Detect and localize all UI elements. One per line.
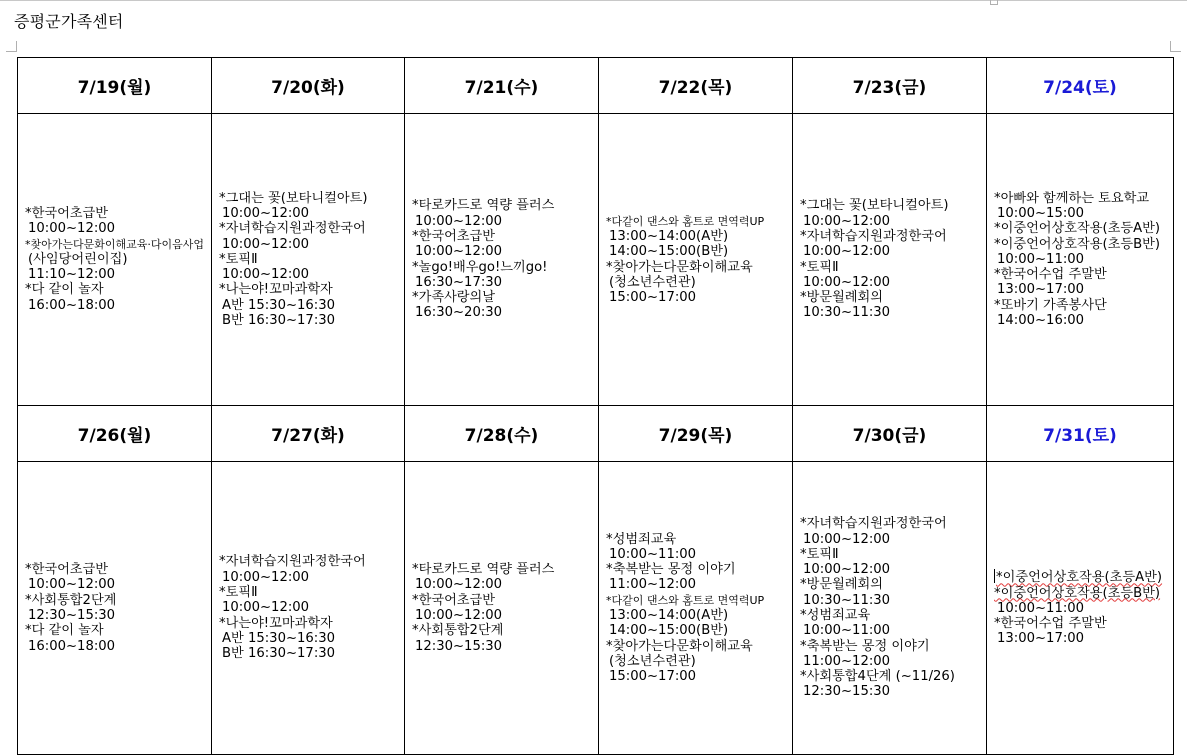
schedule-text: 10:00~12:00	[803, 244, 891, 260]
schedule-time	[606, 229, 790, 244]
schedule-text: 14:00~15:00(B반)	[609, 244, 729, 260]
schedule-text: *성범죄교육	[800, 608, 871, 623]
schedule-item	[412, 562, 596, 577]
schedule-item	[800, 516, 984, 531]
schedule-item	[25, 593, 209, 608]
schedule-item	[606, 593, 790, 608]
day-cell[interactable]	[212, 114, 405, 406]
schedule-time	[412, 577, 596, 592]
schedule-text: *토픽Ⅱ	[800, 546, 839, 562]
schedule-text: 16:30~20:30	[415, 305, 503, 321]
document-title[interactable]: 증평군가족센터	[14, 12, 124, 31]
schedule-text: 10:00~11:00	[609, 546, 697, 562]
schedule-text: 10:30~11:30	[803, 305, 891, 321]
schedule-text: 10:00~12:00	[415, 213, 503, 229]
schedule-item	[25, 623, 209, 638]
schedule-item	[219, 282, 402, 297]
schedule-time	[606, 577, 790, 592]
schedule-text: *자녀학습지원과정한국어	[219, 221, 366, 237]
schedule-time	[606, 244, 790, 259]
schedule-item	[412, 623, 596, 638]
schedule-text: 10:00~12:00	[803, 274, 891, 290]
schedule-item	[606, 562, 790, 577]
schedule-text: 16:30~17:30	[415, 274, 503, 290]
schedule-time	[800, 275, 984, 290]
schedule-text: 10:00~11:00	[803, 623, 891, 639]
schedule-item	[800, 260, 984, 275]
schedule-time	[25, 577, 209, 592]
schedule-time	[994, 601, 1171, 616]
schedule-text: 10:00~11:00	[997, 251, 1085, 267]
schedule-text: *이중언어상호작용(초등B반)	[994, 236, 1161, 252]
schedule-text: A반 15:30~16:30	[222, 630, 336, 646]
schedule-text: *한국어초급반	[25, 205, 109, 221]
day-header[interactable]: 7/23(금)	[793, 58, 987, 114]
schedule-text: (사임당어린이집)	[28, 251, 128, 267]
schedule-text: *축복받는 몽정 이야기	[606, 562, 736, 578]
day-cell[interactable]	[987, 462, 1174, 755]
schedule-text: *한국어수업 주말반	[994, 267, 1107, 283]
schedule-text: *찾아가는다문화이해교육·다이음사업	[25, 237, 205, 251]
schedule-text: 12:30~15:30	[415, 638, 503, 654]
day-header[interactable]: 7/30(금)	[793, 406, 987, 462]
day-cell[interactable]	[987, 114, 1174, 406]
day-cell[interactable]	[18, 114, 212, 406]
schedule-text: *다 같이 놀자	[25, 282, 104, 298]
schedule-text: *다같이 댄스와 홈트로 면역력UP	[606, 593, 765, 607]
schedule-text: *자녀학습지원과정한국어	[800, 228, 947, 244]
top-rule	[0, 0, 1187, 1]
schedule-time	[800, 623, 984, 638]
schedule-cell-content[interactable]	[212, 554, 404, 661]
schedule-item	[25, 206, 209, 221]
schedule-text: *그대는 꽃(보타니컬아트)	[800, 198, 949, 214]
schedule-text: 15:00~17:00	[609, 290, 697, 306]
schedule-text: *찾아가는다문화이해교육	[606, 259, 753, 275]
schedule-item	[412, 593, 596, 608]
schedule-text: 14:00~16:00	[997, 313, 1085, 329]
schedule-time	[412, 608, 596, 623]
day-cell[interactable]	[405, 114, 599, 406]
day-header[interactable]: 7/21(수)	[405, 58, 599, 114]
schedule-text: 13:00~17:00	[997, 631, 1085, 647]
schedule-text: 13:00~17:00	[997, 282, 1085, 298]
schedule-time	[606, 623, 790, 638]
schedule-time	[219, 267, 402, 282]
schedule-text: *한국어초급반	[412, 228, 496, 244]
schedule-text: *한국어초급반	[25, 562, 109, 578]
schedule-time	[994, 313, 1171, 328]
day-header[interactable]: 7/22(목)	[599, 58, 793, 114]
schedule-text: 10:00~15:00	[997, 205, 1085, 221]
schedule-text: *한국어초급반	[412, 592, 496, 608]
schedule-item	[994, 191, 1171, 206]
schedule-item	[800, 669, 984, 684]
schedule-cell-content[interactable]	[599, 532, 792, 685]
schedule-time	[25, 608, 209, 623]
schedule-time	[800, 532, 984, 547]
schedule-time	[800, 305, 984, 320]
day-cell[interactable]	[793, 462, 987, 755]
schedule-time	[25, 221, 209, 236]
day-header[interactable]: 7/29(목)	[599, 406, 793, 462]
schedule-text: 10:00~12:00	[803, 562, 891, 578]
week2-header-row	[18, 406, 1174, 462]
week1-header-row	[18, 58, 1174, 114]
schedule-item	[25, 237, 209, 252]
schedule-item	[219, 191, 402, 206]
schedule-time	[800, 654, 984, 669]
schedule-time	[800, 214, 984, 229]
schedule-text: *방문월례회의	[800, 290, 884, 306]
schedule-item	[606, 532, 790, 547]
schedule-time	[219, 237, 402, 252]
schedule-cell-content[interactable]	[793, 198, 986, 320]
schedule-text: 11:10~12:00	[28, 267, 116, 283]
schedule-item	[994, 616, 1171, 631]
schedule-text: *성범죄교육	[606, 531, 677, 547]
schedule-time	[606, 654, 790, 669]
schedule-text: 10:00~12:00	[222, 267, 310, 283]
schedule-text: *다같이 댄스와 홈트로 면역력UP	[606, 214, 765, 228]
schedule-text: *이중언어상호작용(초등B반)	[994, 585, 1161, 601]
schedule-item	[800, 639, 984, 654]
schedule-text: 10:00~11:00	[997, 600, 1085, 616]
schedule-text: 13:00~14:00(A반)	[609, 608, 729, 623]
schedule-time	[412, 244, 596, 259]
schedule-text: 10:00~12:00	[222, 205, 310, 221]
schedule-item	[219, 616, 402, 631]
schedule-cell-content[interactable]	[405, 562, 598, 654]
schedule-table	[17, 57, 1174, 755]
schedule-text: *이중언어상호작용(초등A반)	[994, 221, 1161, 237]
schedule-text: *그대는 꽃(보타니컬아트)	[219, 190, 368, 206]
schedule-time	[606, 290, 790, 305]
schedule-time	[800, 244, 984, 259]
schedule-text: 10:00~12:00	[28, 221, 116, 237]
schedule-time	[219, 298, 402, 313]
schedule-text: (청소년수련관)	[609, 653, 696, 669]
schedule-time	[25, 639, 209, 654]
schedule-time	[994, 206, 1171, 221]
schedule-text: A반 15:30~16:30	[222, 297, 336, 313]
schedule-text: 15:00~17:00	[609, 669, 697, 685]
schedule-time	[412, 305, 596, 320]
schedule-item	[412, 229, 596, 244]
schedule-item	[412, 260, 596, 275]
day-cell[interactable]	[405, 462, 599, 755]
schedule-time	[606, 275, 790, 290]
schedule-text: *이중언어상호작용(초등A반)	[996, 570, 1163, 586]
schedule-text: *다 같이 놀자	[25, 623, 104, 639]
day-cell[interactable]	[599, 462, 793, 755]
text-cursor	[994, 569, 995, 583]
schedule-text: 12:30~15:30	[28, 608, 116, 623]
schedule-time	[219, 206, 402, 221]
schedule-time	[606, 608, 790, 623]
schedule-time	[994, 252, 1171, 267]
schedule-text: 10:00~12:00	[222, 236, 310, 252]
schedule-text: *찾아가는다문화이해교육	[606, 638, 753, 654]
schedule-time	[800, 593, 984, 608]
schedule-item	[25, 282, 209, 297]
day-header[interactable]: 7/27(화)	[212, 406, 405, 462]
day-cell[interactable]	[18, 462, 212, 755]
week1-schedule-row	[18, 114, 1174, 406]
schedule-time	[606, 547, 790, 562]
schedule-time	[219, 646, 402, 661]
schedule-text: *축복받는 몽정 이야기	[800, 638, 930, 654]
margin-mark-top-left	[6, 41, 17, 52]
schedule-text: *자녀학습지원과정한국어	[219, 554, 366, 570]
schedule-text: 10:00~12:00	[222, 600, 310, 616]
schedule-text: *나는야!꼬마과학자	[219, 282, 333, 298]
schedule-text: 11:00~12:00	[609, 577, 697, 593]
schedule-item	[800, 229, 984, 244]
margin-mark-top	[990, 0, 998, 5]
schedule-text: *또바기 가족봉사단	[994, 297, 1107, 313]
schedule-text: 10:00~12:00	[415, 244, 503, 260]
day-cell[interactable]	[212, 462, 405, 755]
schedule-item	[219, 585, 402, 600]
schedule-cell-content[interactable]	[18, 206, 211, 313]
day-cell[interactable]	[599, 114, 793, 406]
schedule-text: 10:00~12:00	[803, 213, 891, 229]
schedule-time	[606, 669, 790, 684]
schedule-item	[412, 290, 596, 305]
schedule-text: *한국어수업 주말반	[994, 616, 1107, 632]
schedule-time	[25, 267, 209, 282]
schedule-time	[219, 313, 402, 328]
week2-schedule-row	[18, 462, 1174, 755]
schedule-text: *나는야!꼬마과학자	[219, 615, 333, 631]
schedule-item	[800, 198, 984, 213]
day-header[interactable]: 7/20(화)	[212, 58, 405, 114]
schedule-item	[994, 237, 1171, 252]
schedule-text: *타로카드로 역량 플러스	[412, 562, 555, 578]
schedule-text: 12:30~15:30	[803, 684, 891, 700]
schedule-text: *타로카드로 역량 플러스	[412, 198, 555, 214]
schedule-text: B반 16:30~17:30	[222, 313, 336, 329]
day-header-saturday[interactable]: 7/31(토)	[987, 406, 1174, 462]
schedule-cell-content[interactable]	[793, 516, 986, 700]
schedule-item	[412, 198, 596, 213]
day-header[interactable]: 7/28(수)	[405, 406, 599, 462]
schedule-item	[994, 586, 1171, 601]
schedule-time	[412, 275, 596, 290]
schedule-text: 10:00~12:00	[415, 577, 503, 593]
schedule-text: 16:00~18:00	[28, 638, 116, 654]
schedule-text: 10:30~11:30	[803, 592, 891, 608]
schedule-item	[25, 562, 209, 577]
schedule-text: *토픽Ⅱ	[219, 251, 258, 267]
schedule-text: *방문월례회의	[800, 577, 884, 593]
schedule-time	[219, 570, 402, 585]
schedule-item	[994, 221, 1171, 236]
schedule-item	[606, 260, 790, 275]
schedule-cell-content[interactable]	[987, 569, 1173, 646]
schedule-text: 10:00~12:00	[222, 569, 310, 585]
schedule-time	[25, 252, 209, 267]
schedule-text: *자녀학습지원과정한국어	[800, 516, 947, 532]
schedule-text: *사회통합2단계	[25, 592, 117, 608]
schedule-item	[219, 221, 402, 236]
schedule-text: *토픽Ⅱ	[219, 585, 258, 601]
schedule-text: 10:00~12:00	[28, 577, 116, 593]
day-header[interactable]: 7/19(월)	[18, 58, 212, 114]
schedule-item	[606, 214, 790, 229]
schedule-time	[412, 639, 596, 654]
schedule-text: *토픽Ⅱ	[800, 259, 839, 275]
schedule-item	[800, 547, 984, 562]
schedule-cell-content[interactable]	[599, 214, 792, 306]
schedule-text: 16:00~18:00	[28, 297, 116, 313]
schedule-item	[606, 639, 790, 654]
schedule-item	[994, 298, 1171, 313]
schedule-time	[994, 631, 1171, 646]
schedule-text: *놀go!배우go!느끼go!	[412, 259, 548, 275]
schedule-text: *가족사랑의날	[412, 290, 496, 306]
schedule-text: 11:00~12:00	[803, 653, 891, 669]
schedule-time	[219, 600, 402, 615]
day-header-saturday[interactable]: 7/24(토)	[987, 58, 1174, 114]
schedule-time	[800, 562, 984, 577]
schedule-text: 14:00~15:00(B반)	[609, 623, 729, 639]
day-header[interactable]: 7/26(월)	[18, 406, 212, 462]
schedule-item	[994, 569, 1171, 585]
schedule-cell-content[interactable]	[212, 191, 404, 329]
schedule-text: (청소년수련관)	[609, 274, 696, 290]
schedule-time	[219, 631, 402, 646]
margin-mark-top-right	[1170, 41, 1181, 52]
schedule-time	[994, 282, 1171, 297]
schedule-item	[219, 252, 402, 267]
schedule-text: B반 16:30~17:30	[222, 646, 336, 662]
schedule-item	[800, 290, 984, 305]
schedule-cell-content[interactable]	[987, 191, 1173, 329]
schedule-text: 10:00~12:00	[803, 531, 891, 547]
schedule-time	[25, 298, 209, 313]
schedule-text: *아빠와 함께하는 토요학교	[994, 190, 1150, 206]
schedule-item	[994, 267, 1171, 282]
schedule-item	[800, 608, 984, 623]
day-cell[interactable]	[793, 114, 987, 406]
schedule-text: *사회통합2단계	[412, 623, 504, 639]
schedule-text: *사회통합4단계 (~11/26)	[800, 669, 955, 685]
schedule-item	[219, 554, 402, 569]
schedule-time	[800, 684, 984, 699]
schedule-item	[800, 577, 984, 592]
schedule-time	[412, 214, 596, 229]
schedule-text: 13:00~14:00(A반)	[609, 228, 729, 244]
schedule-cell-content[interactable]	[405, 198, 598, 320]
schedule-text: 10:00~12:00	[415, 608, 503, 623]
schedule-cell-content[interactable]	[18, 562, 211, 654]
